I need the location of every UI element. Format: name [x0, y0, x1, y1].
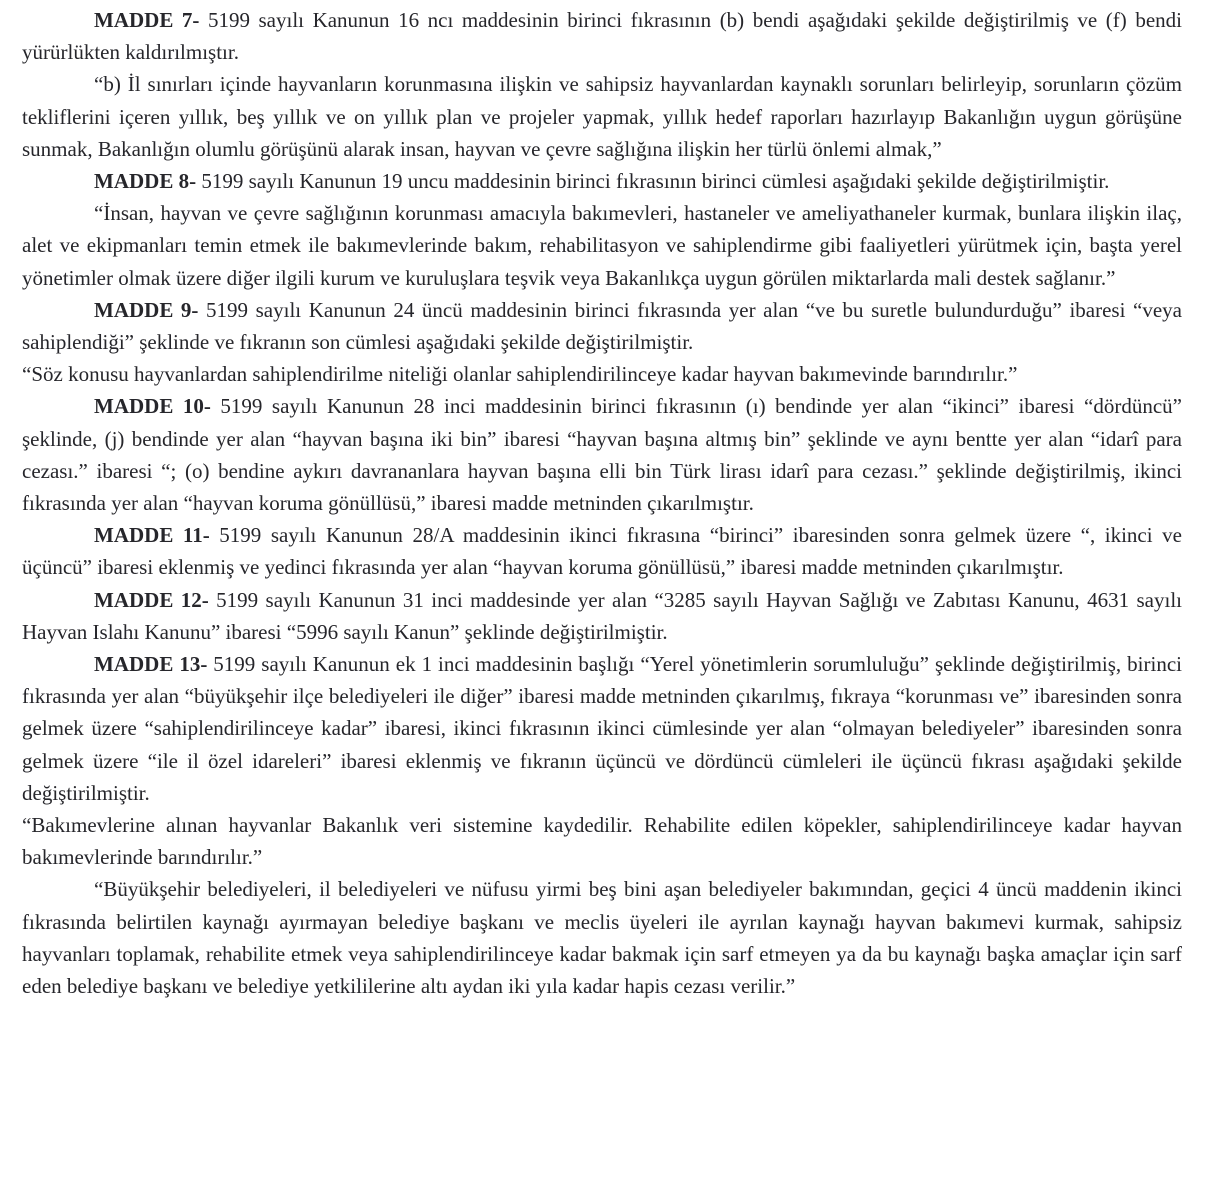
paragraph-madde-11: [22, 519, 1182, 583]
paragraph-text: 5199 sayılı Kanunun 16 ncı maddesinin birinci fıkrasının (b) bendi aşağıdaki şekilde değiştirilmiş ve (f) bendi yürürlükten kaldırılmıştır.: [22, 8, 1183, 65]
paragraph-text: “b) İl sınırları içinde hayvanların korunmasına ilişkin ve sahipsiz hayvanlardan kaynaklı sorunları belirleyip, sorunların çözüm tekliflerini içeren yıllık, beş yıllık ve on yıllık plan ve projeler yapmak, yıllık hedef raporları hazırlayıp Bakanlığın uygun görüşüne sunmak, Bakanlığın olumlu görüşünü alarak insan, hayvan ve çevre sağlığına ilişkin her türlü önlemi almak,”: [22, 72, 1182, 161]
paragraph-madde-7: [22, 4, 1182, 68]
paragraph-text: “İnsan, hayvan ve çevre sağlığının korunması amacıyla bakımevleri, hastaneler ve ameliyathaneler kurmak, bunlara ilişkin ilaç, alet ve ekipmanları temin etmek ile bakımevlerinde bakım, rehabilitasyon ve sahiplendirme gibi faaliyetleri yürütmek için, başta yerel yönetimler olmak üzere diğer ilgili kurum ve kuruluşlara teşvik veya Bakanlıkça uygun görülen miktarlarda mali destek sağlanır.”: [22, 201, 1182, 290]
paragraph-text: “Söz konusu hayvanlardan sahiplendirilme niteliği olanlar sahiplendirilinceye kadar hayvan bakımevinde barındırılır.”: [22, 362, 1018, 387]
madde-8-heading: MADDE 8-: [94, 169, 197, 194]
paragraph-text: 5199 sayılı Kanunun 24 üncü maddesinin birinci fıkrasında yer alan “ve bu suretle bulundurduğu” ibaresi “veya sahiplendiği” şeklinde ve fıkranın son cümlesi aşağıdaki şekilde değiştirilmiştir.: [22, 297, 1182, 355]
madde-10-heading: MADDE 10-: [94, 394, 211, 419]
paragraph-madde-13: [22, 648, 1182, 809]
paragraph-madde-8: [22, 165, 1182, 197]
paragraph-text: 5199 sayılı Kanunun ek 1 inci maddesinin başlığı “Yerel yönetimlerin sorumluluğu” şeklinde değiştirilmiş, birinci fıkrasında yer alan “büyükşehir ilçe belediyeleri ile diğer” ibaresi madde metninden çıkarılmış, fıkraya “korunması ve” ibaresinden sonra gelmek üzere “sahiplendirilinceye kadar” ibaresi, ikinci fıkrasının ikinci cümlesinde yer alan “olmayan belediyeler” ibaresinden sonra gelmek üzere “ile il özel idareleri” ibaresi eklenmiş ve fıkranın üçüncü ve dördüncü cümleleri ile üçüncü fıkrası aşağıdaki şekilde değiştirilmiştir.: [22, 652, 1182, 805]
paragraph-quote-b-bendi: [22, 68, 1182, 165]
madde-13-heading: MADDE 13-: [94, 652, 208, 677]
paragraph-quote-buyuksehir: [22, 873, 1182, 1002]
paragraph-madde-12: [22, 584, 1182, 648]
paragraph-quote-soz-konusu: [22, 358, 1182, 390]
madde-11-heading: MADDE 11-: [94, 523, 210, 548]
paragraph-text: “Büyükşehir belediyeleri, il belediyeleri ve nüfusu yirmi beş bini aşan belediyeler bakımından, geçici 4 üncü maddenin ikinci fıkrasında belirtilen kaynağı ayırmayan belediye başkanı ve meclis üyeleri ile ayrılan kaynağı hayvan bakımevi kurmak, sahipsiz hayvanları toplamak, rehabilite etmek veya sahiplendirilinceye kadar bakmak için sarf etmeyen ya da bu kaynağı başka amaçlar için sarf eden belediye başkanı ve belediye yetkililerine altı aydan iki yıla kadar hapis cezası verilir.”: [22, 877, 1182, 999]
paragraph-madde-9: [22, 294, 1182, 358]
paragraph-text: 5199 sayılı Kanunun 31 inci maddesinde yer alan “3285 sayılı Hayvan Sağlığı ve Zabıtası Kanunu, 4631 sayılı Hayvan Islahı Kanunu” ibaresi “5996 sayılı Kanun” şeklinde değiştirilmiştir.: [22, 587, 1182, 644]
paragraph-text: 5199 sayılı Kanunun 28 inci maddesinin birinci fıkrasının (ı) bendinde yer alan “ikinci” ibaresi “dördüncü” şeklinde, (j) bendinde yer alan “hayvan başına iki bin” ibaresi “hayvan başına altmış bin” şeklinde ve aynı bentte yer alan “idarî para cezası.” ibaresi “; (o) bendine aykırı davrananlara hayvan başına elli bin Türk lirası idarî para cezası.” şeklinde değiştirilmiş, ikinci fıkrasında yer alan “hayvan koruma gönüllüsü,” ibaresi madde metninden çıkarılmıştır.: [22, 394, 1182, 516]
paragraph-text: 5199 sayılı Kanunun 19 uncu maddesinin birinci fıkrasının birinci cümlesi aşağıdaki şekilde değiştirilmiştir.: [196, 169, 1110, 194]
paragraph-quote-insan: [22, 197, 1182, 294]
paragraph-madde-10: [22, 390, 1182, 519]
madde-7-heading: MADDE 7-: [94, 8, 200, 32]
paragraph-quote-bakimevleri: [22, 809, 1182, 873]
paragraph-text: “Bakımevlerine alınan hayvanlar Bakanlık veri sistemine kaydedilir. Rehabilite edilen köpekler, sahiplendirilinceye kadar hayvan bakımevlerinde barındırılır.”: [22, 813, 1182, 870]
madde-9-heading: MADDE 9-: [94, 297, 199, 322]
madde-12-heading: MADDE 12-: [94, 587, 209, 612]
paragraph-text: 5199 sayılı Kanunun 28/A maddesinin ikinci fıkrasına “birinci” ibaresinden sonra gelmek üzere “, ikinci ve üçüncü” ibaresi eklenmiş ve yedinci fıkrasında yer alan “hayvan koruma gönüllüsü,” ibaresi madde metninden çıkarılmıştır.: [22, 523, 1182, 580]
